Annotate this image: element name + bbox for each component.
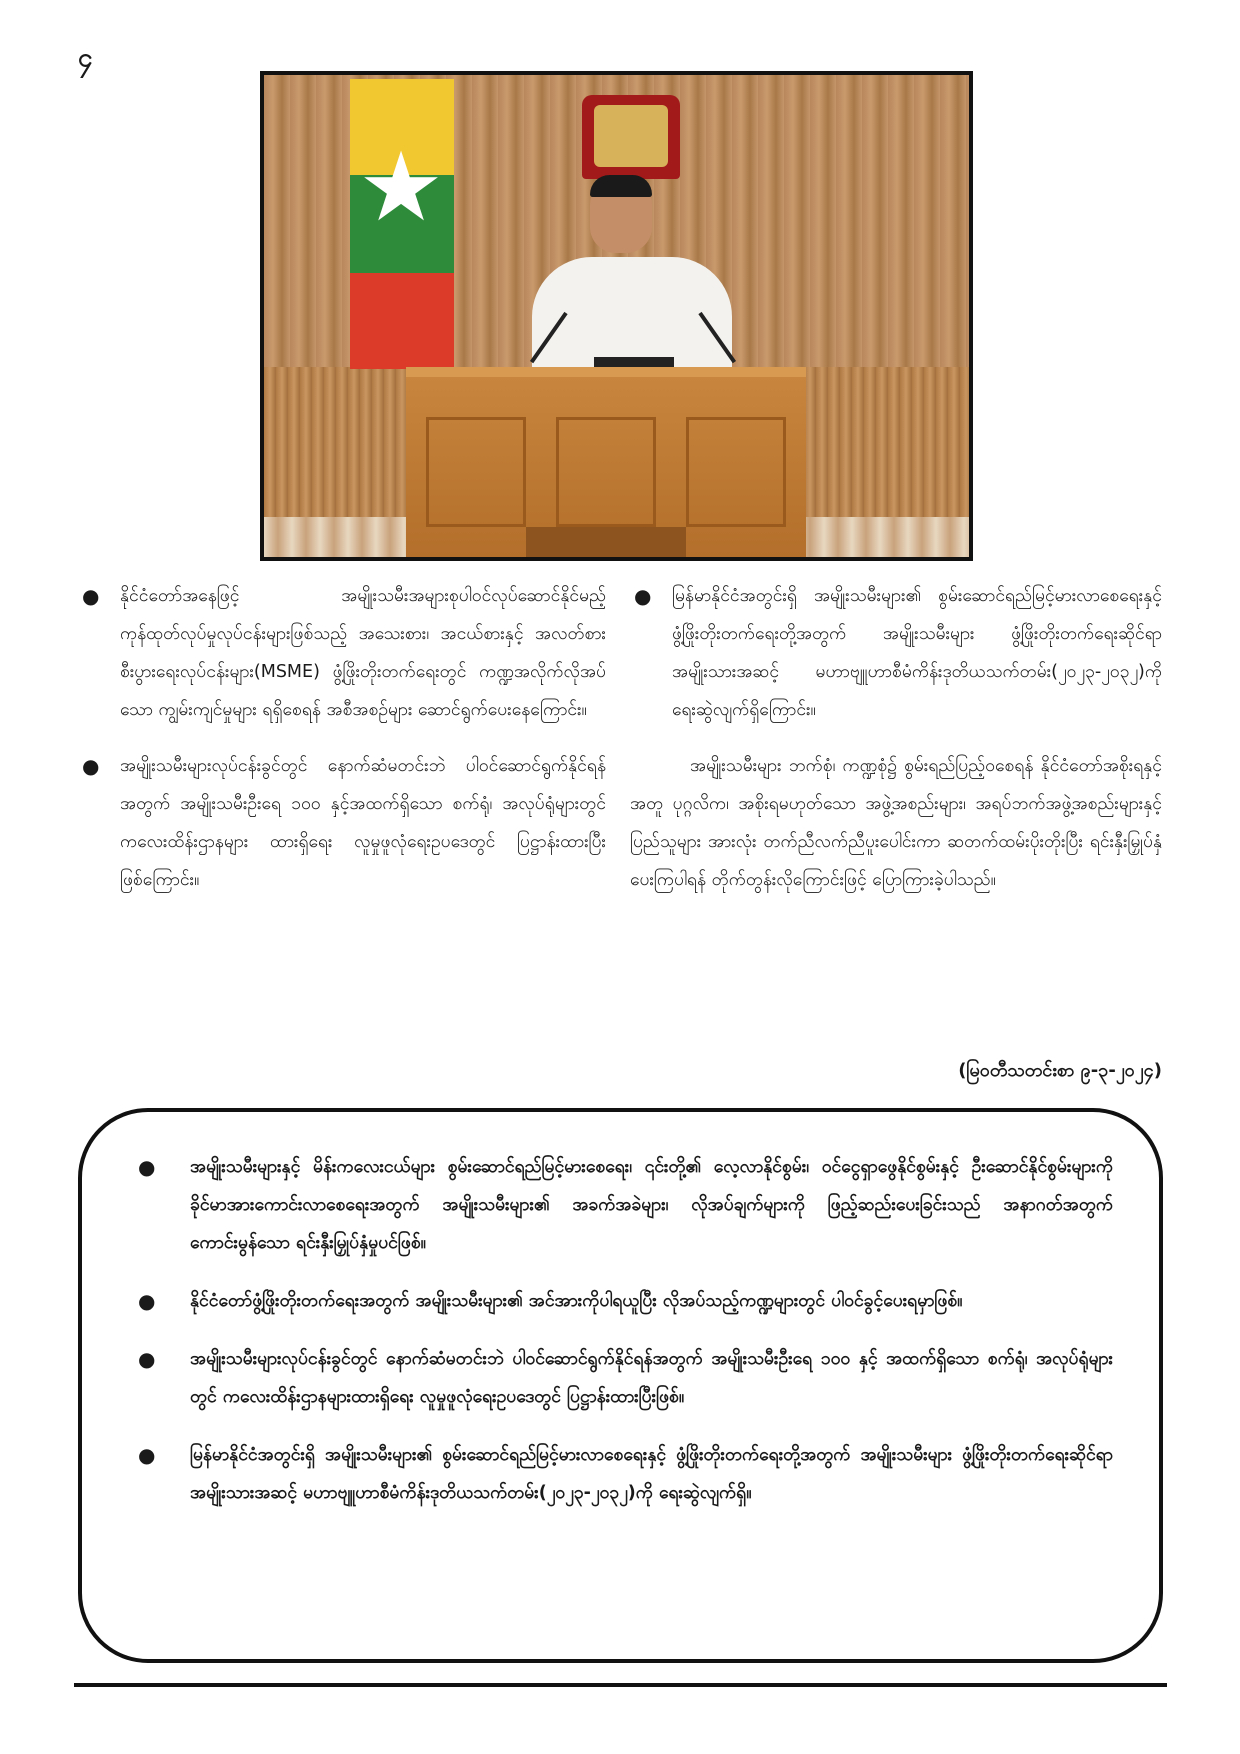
bullet-icon: ● (82, 754, 100, 778)
bullet-text: နိုင်ငံတော်အနေဖြင့် အမျိုးသမီးအများစုပါဝင်လုပ်ဆောင်နိုင်မည့် ကုန်ထုတ်လုပ်မှုလုပ်ငန်းများဖြစ်သည့် အသေးစား၊ အငယ်စားနှင့် အလတ်စားစီးပွားရေးလုပ်ငန်းများ(MSME) ဖွံ့ဖြိုးတိုးတက်ရေးတွင် ကဏ္ဍအလိုက်လိုအပ်သော ကျွမ်းကျင်မှုများ ရရှိစေရန် အစီအစဉ်များ ဆောင်ရွက်ပေးနေကြောင်း။ (120, 586, 606, 720)
footer-rule (74, 1683, 1167, 1687)
bullet-icon: ● (82, 584, 100, 608)
list-item (78, 577, 606, 729)
list-item (138, 1282, 1113, 1320)
closing-paragraph: အမျိုးသမီးများ ဘက်စုံ၊ ကဏ္ဍစုံ၌ စွမ်းရည်ပြည့်ဝစေရန် နိုင်ငံတော်အစိုးရနှင့်အတူ ပုဂ္ဂလိက၊ အစိုးရမဟုတ်သော အဖွဲ့အစည်းများ၊ အရပ်ဘက်အဖွဲ့အစည်းများနှင့် ပြည်သူများ အားလုံး တက်ညီလက်ညီပူးပေါင်းကာ ဆတက်ထမ်းပိုးတိုးပြီး ရင်းနှီးမြှုပ်နှံပေးကြပါရန် တိုက်တွန်းလိုကြောင်းဖြင့် ပြောကြားခဲ့ပါသည်။ (630, 756, 1162, 890)
podium (406, 367, 806, 561)
list-item (138, 1436, 1113, 1512)
bullet-icon: ● (138, 1289, 156, 1313)
source-citation: (မြဝတီသတင်းစာ ၉-၃-၂၀၂၄) (958, 1060, 1162, 1081)
summary-text: အမျိုးသမီးများလုပ်ငန်းခွင်တွင် နောက်ဆံမတင်းဘဲ ပါဝင်ဆောင်ရွက်နိုင်ရန်အတွက် အမျိုးသမီးဦးရေ ၁၀၀ နှင့် အထက်ရှိသော စက်ရုံ၊ အလုပ်ရုံများတွင် ကလေးထိန်းဌာနများထားရှိရေး လူမှုဖူလုံရေးဥပဒေတွင် ပြဋ္ဌာန်းထားပြီးဖြစ်။ (190, 1349, 1113, 1407)
state-emblem (582, 95, 680, 179)
bullet-text: အမျိုးသမီးများလုပ်ငန်းခွင်တွင် နောက်ဆံမတင်းဘဲ ပါဝင်ဆောင်ရွက်နိုင်ရန်အတွက် အမျိုးသမီးဦးရေ ၁၀၀ နှင့်အထက်ရှိသော စက်ရုံ၊ အလုပ်ရုံများတွင် ကလေးထိန်းဌာနများ ထားရှိရေး လူမှုဖူလုံရေးဥပဒေတွင် ပြဋ္ဌာန်းထားပြီးဖြစ်ကြောင်း။ (120, 756, 606, 890)
list-item (630, 577, 1162, 729)
summary-text: မြန်မာနိုင်ငံအတွင်းရှိ အမျိုးသမီးများ၏ စွမ်းဆောင်ရည်မြင့်မားလာစေရေးနှင့် ဖွံ့ဖြိုးတိုးတက်ရေးတို့အတွက် အမျိုးသမီးများ ဖွံ့ဖြိုးတိုးတက်ရေးဆိုင်ရာ အမျိုးသားအဆင့် မဟာဗျူဟာစီမံကိန်းဒုတိယသက်တမ်း(၂၀၂၃-၂၀၃၂)ကို ရေးဆွဲလျက်ရှိ။ (190, 1445, 1113, 1503)
bullet-icon: ● (634, 584, 652, 608)
list-item (138, 1148, 1113, 1262)
list-item (78, 747, 606, 899)
speech-photo (260, 71, 973, 561)
bullet-icon: ● (138, 1155, 156, 1179)
bullet-icon: ● (138, 1347, 156, 1371)
summary-box (78, 1108, 1163, 1663)
bullet-icon: ● (138, 1443, 156, 1467)
right-column (630, 577, 1162, 899)
page-number: ၄ (78, 43, 93, 73)
bullet-text: မြန်မာနိုင်ငံအတွင်းရှိ အမျိုးသမီးများ၏ စွမ်းဆောင်ရည်မြင့်မားလာစေရေးနှင့် ဖွံ့ဖြိုးတိုးတက်ရေးတို့အတွက် အမျိုးသမီးများ ဖွံ့ဖြိုးတိုးတက်ရေးဆိုင်ရာ အမျိုးသားအဆင့် မဟာဗျူဟာစီမံကိန်းဒုတိယသက်တမ်း(၂၀၂၃-၂၀၃၂)ကို ရေးဆွဲလျက်ရှိကြောင်း။ (672, 586, 1162, 720)
list-item (138, 1340, 1113, 1416)
summary-text: အမျိုးသမီးများနှင့် မိန်းကလေးငယ်များ စွမ်းဆောင်ရည်မြင့်မားစေရေး၊ ၎င်းတို့၏ လေ့လာနိုင်စွမ်း၊ ဝင်ငွေရှာဖွေနိုင်စွမ်းနှင့် ဦးဆောင်နိုင်စွမ်းများကို ခိုင်မာအားကောင်းလာစေရေးအတွက် အမျိုးသမီးများ၏ အခက်အခဲများ၊ လိုအပ်ချက်များကို ဖြည့်ဆည်းပေးခြင်းသည် အနာဂတ်အတွက် ကောင်းမွန်သော ရင်းနှီးမြှုပ်နှံမှုပင်ဖြစ်။ (190, 1157, 1113, 1253)
left-column (78, 577, 606, 917)
flag-star-icon: ★ (358, 131, 445, 243)
national-flag (350, 79, 454, 369)
summary-text: နိုင်ငံတော်ဖွံ့ဖြိုးတိုးတက်ရေးအတွက် အမျိုးသမီးများ၏ အင်အားကိုပါရယူပြီး လိုအပ်သည့်ကဏ္ဍများတွင် ပါဝင်ခွင့်ပေးရမှာဖြစ်။ (190, 1291, 963, 1311)
